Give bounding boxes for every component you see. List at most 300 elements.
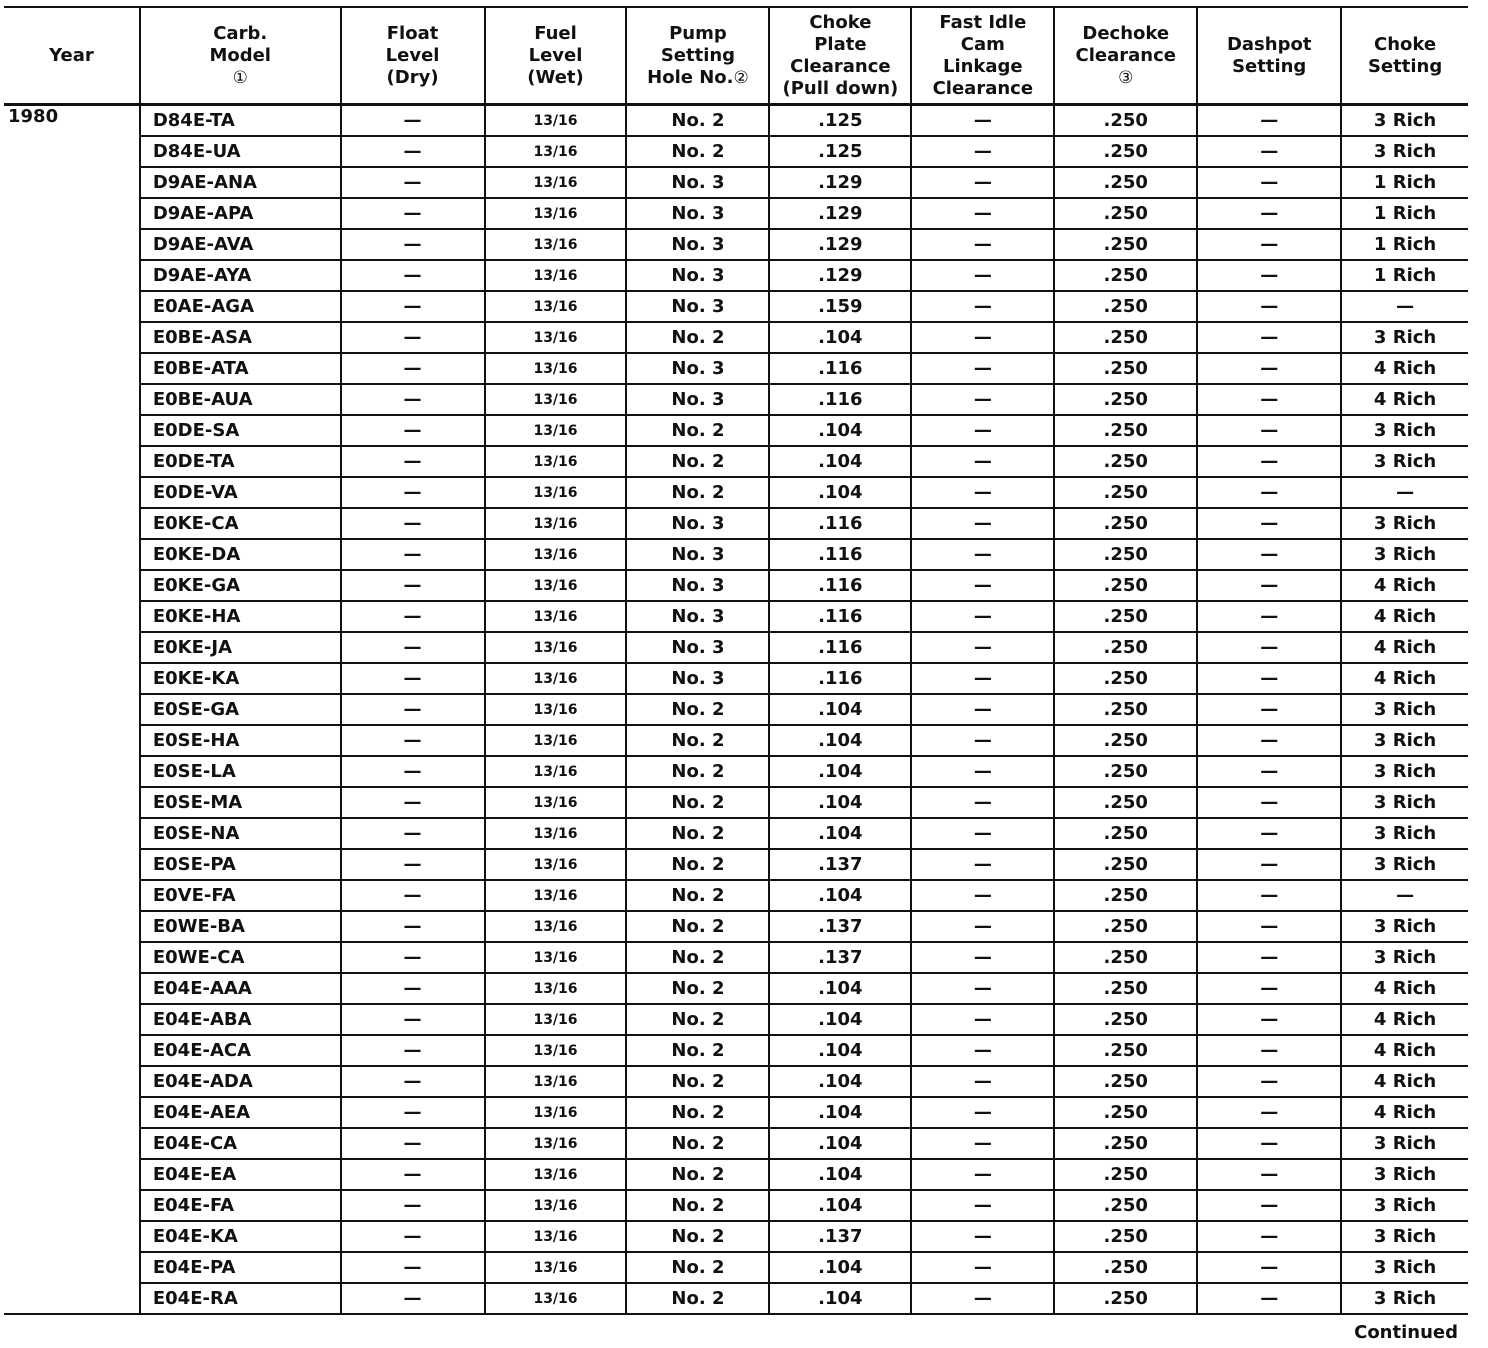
choke-plate-clearance-cell: .104 bbox=[769, 1190, 911, 1221]
fuel-level-cell: 13/16 bbox=[485, 694, 627, 725]
year-cell bbox=[4, 1252, 140, 1283]
header-label: Carb. Model bbox=[209, 22, 271, 66]
year-cell bbox=[4, 508, 140, 539]
choke-setting-cell: 1 Rich bbox=[1341, 229, 1468, 260]
float-level-header bbox=[341, 7, 485, 105]
pump-setting-cell: No. 2 bbox=[626, 756, 769, 787]
fuel-level-cell: 13/16 bbox=[485, 880, 627, 911]
fast-idle-clearance-cell: — bbox=[911, 756, 1054, 787]
choke-plate-clearance-cell: .104 bbox=[769, 1097, 911, 1128]
float-level-cell: — bbox=[341, 1190, 485, 1221]
float-level-cell: — bbox=[341, 539, 485, 570]
choke-setting-cell: 4 Rich bbox=[1341, 973, 1468, 1004]
carb-model-cell: E0AE-AGA bbox=[140, 291, 341, 322]
dashpot-setting-cell: — bbox=[1197, 260, 1341, 291]
table-row bbox=[4, 1252, 1468, 1283]
table-row bbox=[4, 539, 1468, 570]
dechoke-clearance-cell: .250 bbox=[1054, 1066, 1197, 1097]
carb-model-cell: D9AE-AVA bbox=[140, 229, 341, 260]
header-label: Choke Setting bbox=[1367, 33, 1443, 77]
dashpot-setting-cell: — bbox=[1197, 725, 1341, 756]
float-level-cell: — bbox=[341, 1097, 485, 1128]
float-level-cell: — bbox=[341, 1128, 485, 1159]
dashpot-setting-cell: — bbox=[1197, 880, 1341, 911]
fuel-level-cell: 13/16 bbox=[485, 1283, 627, 1314]
choke-setting-cell: 4 Rich bbox=[1341, 632, 1468, 663]
table-row bbox=[4, 942, 1468, 973]
table-row bbox=[4, 1159, 1468, 1190]
pump-setting-cell: No. 2 bbox=[626, 818, 769, 849]
fast-idle-clearance-cell: — bbox=[911, 1190, 1054, 1221]
choke-setting-cell: 4 Rich bbox=[1341, 570, 1468, 601]
dechoke-clearance-cell: .250 bbox=[1054, 167, 1197, 198]
carb-model-cell: E04E-AEA bbox=[140, 1097, 341, 1128]
year-cell bbox=[4, 849, 140, 880]
float-level-cell: — bbox=[341, 570, 485, 601]
fast-idle-clearance-cell: — bbox=[911, 663, 1054, 694]
choke-setting-cell: 3 Rich bbox=[1341, 725, 1468, 756]
table-row bbox=[4, 663, 1468, 694]
carb-model-cell: D84E-TA bbox=[140, 105, 341, 137]
dashpot-setting-cell: — bbox=[1197, 322, 1341, 353]
table-row bbox=[4, 477, 1468, 508]
dashpot-setting-cell: — bbox=[1197, 198, 1341, 229]
float-level-cell: — bbox=[341, 880, 485, 911]
footnote-marker: ③ bbox=[1118, 67, 1134, 88]
year-cell bbox=[4, 911, 140, 942]
year-cell bbox=[4, 291, 140, 322]
fuel-level-cell: 13/16 bbox=[485, 632, 627, 663]
dashpot-setting-cell: — bbox=[1197, 570, 1341, 601]
footnote-marker: ① bbox=[232, 67, 248, 88]
dashpot-setting-cell: — bbox=[1197, 632, 1341, 663]
year-cell bbox=[4, 942, 140, 973]
header-label: Fast Idle Cam Linkage Clearance bbox=[932, 11, 1034, 99]
fuel-level-cell: 13/16 bbox=[485, 167, 627, 198]
fuel-level-cell: 13/16 bbox=[485, 291, 627, 322]
dechoke-clearance-cell: .250 bbox=[1054, 694, 1197, 725]
fast-idle-clearance-cell: — bbox=[911, 849, 1054, 880]
dashpot-setting-cell: — bbox=[1197, 694, 1341, 725]
table-row bbox=[4, 1004, 1468, 1035]
dashpot-setting-cell: — bbox=[1197, 663, 1341, 694]
carb-model-cell: E0KE-KA bbox=[140, 663, 341, 694]
pump-setting-cell: No. 2 bbox=[626, 1004, 769, 1035]
year-cell bbox=[4, 1159, 140, 1190]
float-level-cell: — bbox=[341, 1035, 485, 1066]
dashpot-setting-cell: — bbox=[1197, 756, 1341, 787]
fuel-level-cell: 13/16 bbox=[485, 1190, 627, 1221]
header-label: Choke Plate Clearance (Pull down) bbox=[782, 11, 899, 99]
choke-setting-cell: 3 Rich bbox=[1341, 539, 1468, 570]
choke-setting-cell: 3 Rich bbox=[1341, 136, 1468, 167]
choke-setting-cell: 3 Rich bbox=[1341, 1221, 1468, 1252]
fast-idle-clearance-cell: — bbox=[911, 260, 1054, 291]
dechoke-clearance-cell: .250 bbox=[1054, 1128, 1197, 1159]
pump-setting-cell: No. 2 bbox=[626, 136, 769, 167]
year-cell bbox=[4, 694, 140, 725]
float-level-cell: — bbox=[341, 725, 485, 756]
carb-model-cell: E0SE-LA bbox=[140, 756, 341, 787]
dechoke-clearance-cell: .250 bbox=[1054, 880, 1197, 911]
fuel-level-cell: 13/16 bbox=[485, 756, 627, 787]
choke-setting-cell: 1 Rich bbox=[1341, 260, 1468, 291]
year-cell bbox=[4, 1066, 140, 1097]
dashpot-setting-cell: — bbox=[1197, 1004, 1341, 1035]
year-cell bbox=[4, 1035, 140, 1066]
carb-model-cell: E0VE-FA bbox=[140, 880, 341, 911]
pump-setting-cell: No. 2 bbox=[626, 1097, 769, 1128]
carb-model-cell: E0SE-GA bbox=[140, 694, 341, 725]
fast-idle-clearance-cell: — bbox=[911, 1221, 1054, 1252]
dechoke-clearance-cell: .250 bbox=[1054, 787, 1197, 818]
fast-idle-clearance-cell: — bbox=[911, 136, 1054, 167]
choke-plate-clearance-cell: .104 bbox=[769, 973, 911, 1004]
carb-model-cell: E0KE-JA bbox=[140, 632, 341, 663]
dechoke-clearance-cell: .250 bbox=[1054, 911, 1197, 942]
year-cell bbox=[4, 539, 140, 570]
choke-plate-clearance-cell: .116 bbox=[769, 601, 911, 632]
dashpot-setting-cell: — bbox=[1197, 1159, 1341, 1190]
dechoke-clearance-cell: .250 bbox=[1054, 725, 1197, 756]
pump-setting-cell: No. 2 bbox=[626, 415, 769, 446]
choke-plate-clearance-cell: .116 bbox=[769, 384, 911, 415]
year-cell: 1980 bbox=[8, 106, 59, 127]
fast-idle-clearance-cell: — bbox=[911, 353, 1054, 384]
table-row bbox=[4, 260, 1468, 291]
dashpot-setting-cell: — bbox=[1197, 911, 1341, 942]
float-level-cell: — bbox=[341, 942, 485, 973]
fast-idle-clearance-cell: — bbox=[911, 1159, 1054, 1190]
year-cell bbox=[4, 973, 140, 1004]
fuel-level-cell: 13/16 bbox=[485, 260, 627, 291]
dechoke-clearance-cell: .250 bbox=[1054, 198, 1197, 229]
dashpot-setting-cell: — bbox=[1197, 353, 1341, 384]
pump-setting-cell: No. 3 bbox=[626, 663, 769, 694]
dashpot-setting-cell: — bbox=[1197, 942, 1341, 973]
carb-model-cell: E0DE-VA bbox=[140, 477, 341, 508]
carb-model-cell: E0KE-HA bbox=[140, 601, 341, 632]
year-cell bbox=[4, 353, 140, 384]
dashpot-setting-cell: — bbox=[1197, 508, 1341, 539]
fuel-level-cell: 13/16 bbox=[485, 911, 627, 942]
choke-setting-cell: 3 Rich bbox=[1341, 446, 1468, 477]
year-cell bbox=[4, 632, 140, 663]
float-level-cell: — bbox=[341, 601, 485, 632]
fast-idle-clearance-cell: — bbox=[911, 508, 1054, 539]
year-cell bbox=[4, 663, 140, 694]
choke-setting-cell: 3 Rich bbox=[1341, 105, 1468, 137]
carb-model-cell: E0BE-ASA bbox=[140, 322, 341, 353]
fuel-level-cell: 13/16 bbox=[485, 229, 627, 260]
float-level-cell: — bbox=[341, 136, 485, 167]
year-header bbox=[4, 7, 140, 105]
fast-idle-clearance-cell: — bbox=[911, 1035, 1054, 1066]
choke-setting-cell: — bbox=[1341, 477, 1468, 508]
carb-model-cell: E04E-PA bbox=[140, 1252, 341, 1283]
table-row bbox=[4, 1283, 1468, 1314]
float-level-cell: — bbox=[341, 291, 485, 322]
dashpot-header bbox=[1197, 7, 1341, 105]
footnote-marker: ② bbox=[733, 67, 749, 88]
year-cell bbox=[4, 198, 140, 229]
table-row bbox=[4, 446, 1468, 477]
fuel-level-cell: 13/16 bbox=[485, 1221, 627, 1252]
carb-model-cell: E0SE-HA bbox=[140, 725, 341, 756]
pump-setting-cell: No. 2 bbox=[626, 322, 769, 353]
float-level-cell: — bbox=[341, 322, 485, 353]
carb-model-cell: E04E-KA bbox=[140, 1221, 341, 1252]
pump-setting-cell: No. 2 bbox=[626, 942, 769, 973]
choke-setting-cell: 3 Rich bbox=[1341, 1283, 1468, 1314]
table-row bbox=[4, 570, 1468, 601]
float-level-cell: — bbox=[341, 415, 485, 446]
float-level-cell: — bbox=[341, 260, 485, 291]
table-row bbox=[4, 849, 1468, 880]
table-row bbox=[4, 911, 1468, 942]
float-level-cell: — bbox=[341, 1221, 485, 1252]
carb-model-cell: E04E-ADA bbox=[140, 1066, 341, 1097]
carb-model-cell: E0BE-ATA bbox=[140, 353, 341, 384]
table-row bbox=[4, 105, 1468, 137]
fast-idle-clearance-cell: — bbox=[911, 322, 1054, 353]
dechoke-clearance-cell: .250 bbox=[1054, 818, 1197, 849]
float-level-cell: — bbox=[341, 756, 485, 787]
choke-setting-cell: 4 Rich bbox=[1341, 384, 1468, 415]
dashpot-setting-cell: — bbox=[1197, 384, 1341, 415]
table-row bbox=[4, 167, 1468, 198]
float-level-cell: — bbox=[341, 1066, 485, 1097]
carb-model-cell: E04E-AAA bbox=[140, 973, 341, 1004]
year-cell bbox=[4, 136, 140, 167]
carb-model-cell: E0WE-CA bbox=[140, 942, 341, 973]
table-row bbox=[4, 291, 1468, 322]
pump-setting-cell: No. 2 bbox=[626, 1035, 769, 1066]
table-row bbox=[4, 1190, 1468, 1221]
carburetor-spec-table bbox=[4, 6, 1468, 1315]
fast-idle-clearance-cell: — bbox=[911, 198, 1054, 229]
pump-setting-cell: No. 2 bbox=[626, 446, 769, 477]
table-row bbox=[4, 229, 1468, 260]
fuel-level-cell: 13/16 bbox=[485, 477, 627, 508]
carb-model-cell: E0DE-SA bbox=[140, 415, 341, 446]
fuel-level-cell: 13/16 bbox=[485, 818, 627, 849]
pump-setting-cell: No. 2 bbox=[626, 911, 769, 942]
dashpot-setting-cell: — bbox=[1197, 1066, 1341, 1097]
choke-plate-clearance-cell: .129 bbox=[769, 167, 911, 198]
fuel-level-cell: 13/16 bbox=[485, 601, 627, 632]
year-cell bbox=[4, 818, 140, 849]
pump-setting-cell: No. 3 bbox=[626, 601, 769, 632]
dechoke-clearance-cell: .250 bbox=[1054, 291, 1197, 322]
pump-setting-cell: No. 2 bbox=[626, 880, 769, 911]
carb-model-cell: E0BE-AUA bbox=[140, 384, 341, 415]
fuel-level-cell: 13/16 bbox=[485, 849, 627, 880]
table-row bbox=[4, 353, 1468, 384]
choke-setting-cell: 3 Rich bbox=[1341, 911, 1468, 942]
table-row bbox=[4, 818, 1468, 849]
float-level-cell: — bbox=[341, 167, 485, 198]
fuel-level-cell: 13/16 bbox=[485, 1252, 627, 1283]
year-cell bbox=[4, 1097, 140, 1128]
dashpot-setting-cell: — bbox=[1197, 1097, 1341, 1128]
year-cell bbox=[4, 1221, 140, 1252]
choke-plate-clearance-cell: .159 bbox=[769, 291, 911, 322]
dashpot-setting-cell: — bbox=[1197, 229, 1341, 260]
dechoke-clearance-cell: .250 bbox=[1054, 384, 1197, 415]
fast-idle-clearance-cell: — bbox=[911, 105, 1054, 137]
dashpot-setting-cell: — bbox=[1197, 787, 1341, 818]
dechoke-header bbox=[1054, 7, 1197, 105]
fast-idle-clearance-cell: — bbox=[911, 384, 1054, 415]
fuel-level-header bbox=[485, 7, 627, 105]
choke-setting-cell: 3 Rich bbox=[1341, 415, 1468, 446]
choke-setting-cell: 3 Rich bbox=[1341, 756, 1468, 787]
choke-plate-clearance-cell: .104 bbox=[769, 1035, 911, 1066]
carb-model-cell: E04E-FA bbox=[140, 1190, 341, 1221]
pump-setting-cell: No. 2 bbox=[626, 725, 769, 756]
choke-plate-clearance-cell: .137 bbox=[769, 911, 911, 942]
dechoke-clearance-cell: .250 bbox=[1054, 415, 1197, 446]
dechoke-clearance-cell: .250 bbox=[1054, 446, 1197, 477]
dechoke-clearance-cell: .250 bbox=[1054, 322, 1197, 353]
fuel-level-cell: 13/16 bbox=[485, 353, 627, 384]
fuel-level-cell: 13/16 bbox=[485, 105, 627, 137]
fuel-level-cell: 13/16 bbox=[485, 570, 627, 601]
fuel-level-cell: 13/16 bbox=[485, 942, 627, 973]
fuel-level-cell: 13/16 bbox=[485, 198, 627, 229]
float-level-cell: — bbox=[341, 787, 485, 818]
carb-model-cell: E0KE-GA bbox=[140, 570, 341, 601]
fast-idle-clearance-cell: — bbox=[911, 1128, 1054, 1159]
dashpot-setting-cell: — bbox=[1197, 539, 1341, 570]
pump-setting-cell: No. 2 bbox=[626, 105, 769, 137]
header-label: Fuel Level (Wet) bbox=[527, 22, 584, 88]
fuel-level-cell: 13/16 bbox=[485, 322, 627, 353]
choke-plate-clearance-cell: .104 bbox=[769, 446, 911, 477]
fast-idle-clearance-cell: — bbox=[911, 694, 1054, 725]
fuel-level-cell: 13/16 bbox=[485, 539, 627, 570]
choke-setting-header bbox=[1341, 7, 1468, 105]
header-label: Pump Setting Hole No. bbox=[647, 22, 736, 88]
dashpot-setting-cell: — bbox=[1197, 136, 1341, 167]
carb-model-header bbox=[140, 7, 341, 105]
header-label: Dechoke Clearance bbox=[1075, 22, 1176, 66]
choke-plate-clearance-cell: .104 bbox=[769, 694, 911, 725]
float-level-cell: — bbox=[341, 632, 485, 663]
fast-idle-clearance-cell: — bbox=[911, 1066, 1054, 1097]
table-row bbox=[4, 725, 1468, 756]
fast-idle-clearance-cell: — bbox=[911, 973, 1054, 1004]
dashpot-setting-cell: — bbox=[1197, 1035, 1341, 1066]
carb-model-cell: E0DE-TA bbox=[140, 446, 341, 477]
header-label: Year bbox=[49, 44, 94, 66]
choke-plate-clearance-cell: .116 bbox=[769, 570, 911, 601]
table-row bbox=[4, 787, 1468, 818]
choke-setting-cell: 4 Rich bbox=[1341, 1004, 1468, 1035]
dechoke-clearance-cell: .250 bbox=[1054, 570, 1197, 601]
table-row bbox=[4, 322, 1468, 353]
table-row bbox=[4, 198, 1468, 229]
fuel-level-cell: 13/16 bbox=[485, 973, 627, 1004]
table-row bbox=[4, 756, 1468, 787]
fast-idle-clearance-cell: — bbox=[911, 1252, 1054, 1283]
float-level-cell: — bbox=[341, 973, 485, 1004]
choke-plate-header bbox=[769, 7, 911, 105]
pump-setting-cell: No. 3 bbox=[626, 539, 769, 570]
table-row bbox=[4, 1128, 1468, 1159]
fast-idle-clearance-cell: — bbox=[911, 725, 1054, 756]
choke-plate-clearance-cell: .129 bbox=[769, 229, 911, 260]
choke-setting-cell: 4 Rich bbox=[1341, 1066, 1468, 1097]
year-cell bbox=[4, 787, 140, 818]
fast-idle-clearance-cell: — bbox=[911, 446, 1054, 477]
dechoke-clearance-cell: .250 bbox=[1054, 1159, 1197, 1190]
pump-setting-cell: No. 2 bbox=[626, 694, 769, 725]
carb-model-cell: E0WE-BA bbox=[140, 911, 341, 942]
year-cell bbox=[4, 1283, 140, 1314]
dechoke-clearance-cell: .250 bbox=[1054, 1221, 1197, 1252]
fuel-level-cell: 13/16 bbox=[485, 1097, 627, 1128]
fast-idle-clearance-cell: — bbox=[911, 1004, 1054, 1035]
choke-plate-clearance-cell: .104 bbox=[769, 1252, 911, 1283]
choke-plate-clearance-cell: .116 bbox=[769, 632, 911, 663]
dechoke-clearance-cell: .250 bbox=[1054, 477, 1197, 508]
fuel-level-cell: 13/16 bbox=[485, 787, 627, 818]
table-row bbox=[4, 880, 1468, 911]
pump-setting-cell: No. 3 bbox=[626, 229, 769, 260]
carb-model-cell: E0KE-CA bbox=[140, 508, 341, 539]
choke-plate-clearance-cell: .104 bbox=[769, 725, 911, 756]
choke-plate-clearance-cell: .104 bbox=[769, 756, 911, 787]
dashpot-setting-cell: — bbox=[1197, 105, 1341, 137]
dashpot-setting-cell: — bbox=[1197, 1128, 1341, 1159]
float-level-cell: — bbox=[341, 849, 485, 880]
float-level-cell: — bbox=[341, 911, 485, 942]
table-row bbox=[4, 1035, 1468, 1066]
choke-plate-clearance-cell: .137 bbox=[769, 849, 911, 880]
header-row bbox=[4, 7, 1468, 105]
fuel-level-cell: 13/16 bbox=[485, 1035, 627, 1066]
choke-plate-clearance-cell: .116 bbox=[769, 508, 911, 539]
pump-setting-cell: No. 3 bbox=[626, 508, 769, 539]
float-level-cell: — bbox=[341, 105, 485, 137]
pump-setting-cell: No. 2 bbox=[626, 1128, 769, 1159]
dechoke-clearance-cell: .250 bbox=[1054, 539, 1197, 570]
carb-model-cell: E0SE-NA bbox=[140, 818, 341, 849]
pump-setting-cell: No. 3 bbox=[626, 167, 769, 198]
fast-idle-clearance-cell: — bbox=[911, 570, 1054, 601]
dashpot-setting-cell: — bbox=[1197, 1283, 1341, 1314]
year-cell bbox=[4, 880, 140, 911]
choke-plate-clearance-cell: .129 bbox=[769, 260, 911, 291]
choke-plate-clearance-cell: .104 bbox=[769, 1066, 911, 1097]
dashpot-setting-cell: — bbox=[1197, 849, 1341, 880]
table-row bbox=[4, 601, 1468, 632]
float-level-cell: — bbox=[341, 508, 485, 539]
dechoke-clearance-cell: .250 bbox=[1054, 849, 1197, 880]
fast-idle-clearance-cell: — bbox=[911, 880, 1054, 911]
pump-setting-cell: No. 2 bbox=[626, 849, 769, 880]
dashpot-setting-cell: — bbox=[1197, 818, 1341, 849]
fuel-level-cell: 13/16 bbox=[485, 415, 627, 446]
dashpot-setting-cell: — bbox=[1197, 1252, 1341, 1283]
dashpot-setting-cell: — bbox=[1197, 973, 1341, 1004]
choke-setting-cell: 1 Rich bbox=[1341, 198, 1468, 229]
fast-idle-clearance-cell: — bbox=[911, 818, 1054, 849]
table-row bbox=[4, 1066, 1468, 1097]
float-level-cell: — bbox=[341, 1283, 485, 1314]
